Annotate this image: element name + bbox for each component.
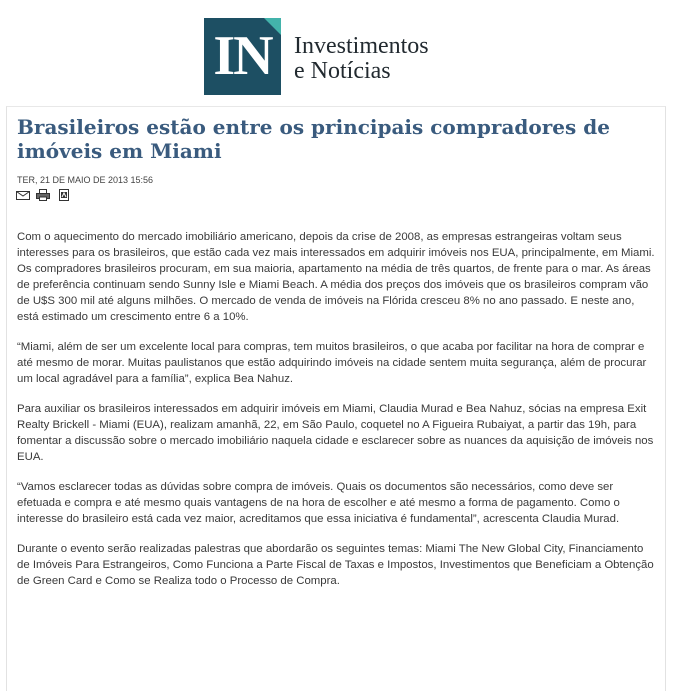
article-date: TER, 21 DE MAIO DE 2013 15:56 bbox=[17, 175, 154, 185]
article-tools bbox=[16, 188, 73, 202]
article-paragraph: Para auxiliar os brasileiros interessados em adquirir imóveis em Miami, Claudia Murad e Bea Nahuz, sócias na empresa Exit Realty Brickell - Miami (EUA), realizam amanhã, 22, em São Paulo, coquetel no A Figueira Rubaiyat, a partir das 19h, para fomentar a discussão sobre o mercado imobiliário naquela cidade e esclarecer sobre as nuances da aquisição de imóveis nos EUA. bbox=[17, 403, 654, 463]
site-name-line2: e Notícias bbox=[294, 58, 391, 84]
email-icon[interactable] bbox=[16, 188, 30, 200]
logo-mark: IN bbox=[213, 25, 272, 87]
pdf-icon[interactable] bbox=[57, 188, 71, 200]
site-name[interactable] bbox=[294, 34, 429, 84]
site-logo[interactable] bbox=[204, 18, 281, 95]
article-paragraph: Com o aquecimento do mercado imobiliário americano, depois da crise de 2008, as empresas estrangeiras voltam seus interesses para os brasileiros, que estão cada vez mais interessados em adquirir imóveis nos EUA, principalmente, em Miami. Os compradores brasileiros procuram, em sua maioria, apartamento na média de três quartos, de frente para o mar. As áreas de preferência continuam sendo Sunny Isle e Miami Beach. A média dos preços dos imóveis que os brasileiros compram vão de U$S 300 mil até alguns milhões. O mercado de venda de imóveis na Flórida cresceu 8% no ano passado. E neste ano, está estimado um crescimento entre 6 a 10%. bbox=[17, 231, 655, 323]
article-container bbox=[6, 106, 666, 691]
article-title: Brasileiros estão entre os principais compradores de imóveis em Miami bbox=[17, 115, 610, 163]
article-body bbox=[17, 229, 657, 603]
article-paragraph: Durante o evento serão realizadas palestras que abordarão os seguintes temas: Miami The New Global City, Financiamento de Imóveis Para Estrangeiros, Como Funciona a Parte Fiscal de Taxas e Impostos, Investimentos que Beneficiam a Obtenção de Green Card e Como se Realiza todo o Processo de Compra. bbox=[17, 543, 654, 587]
print-icon[interactable] bbox=[36, 188, 50, 200]
article-paragraph: “Miami, além de ser um excelente local para compras, tem muitos brasileiros, o que acaba por facilitar na hora de comprar e até mesmo de morar. Muitas paulistanos que estão adquirindo imóveis na cidade sentem muita segurança, além de procurar um local agradável para a família”, explica Bea Nahuz. bbox=[17, 341, 647, 385]
site-header bbox=[0, 0, 675, 100]
article-paragraph: “Vamos esclarecer todas as dúvidas sobre compra de imóveis. Quais os documentos são necessários, como deve ser efetuada e compra e até mesmo quais vantagens de na hora de escolher e até mesmo a forma de pagamento. Como o interesse do brasileiro está cada vez maior, acreditamos que essa iniciativa é fundamental”, acrescenta Claudia Murad. bbox=[17, 481, 620, 525]
site-name-line1: Investimentos bbox=[294, 33, 429, 59]
